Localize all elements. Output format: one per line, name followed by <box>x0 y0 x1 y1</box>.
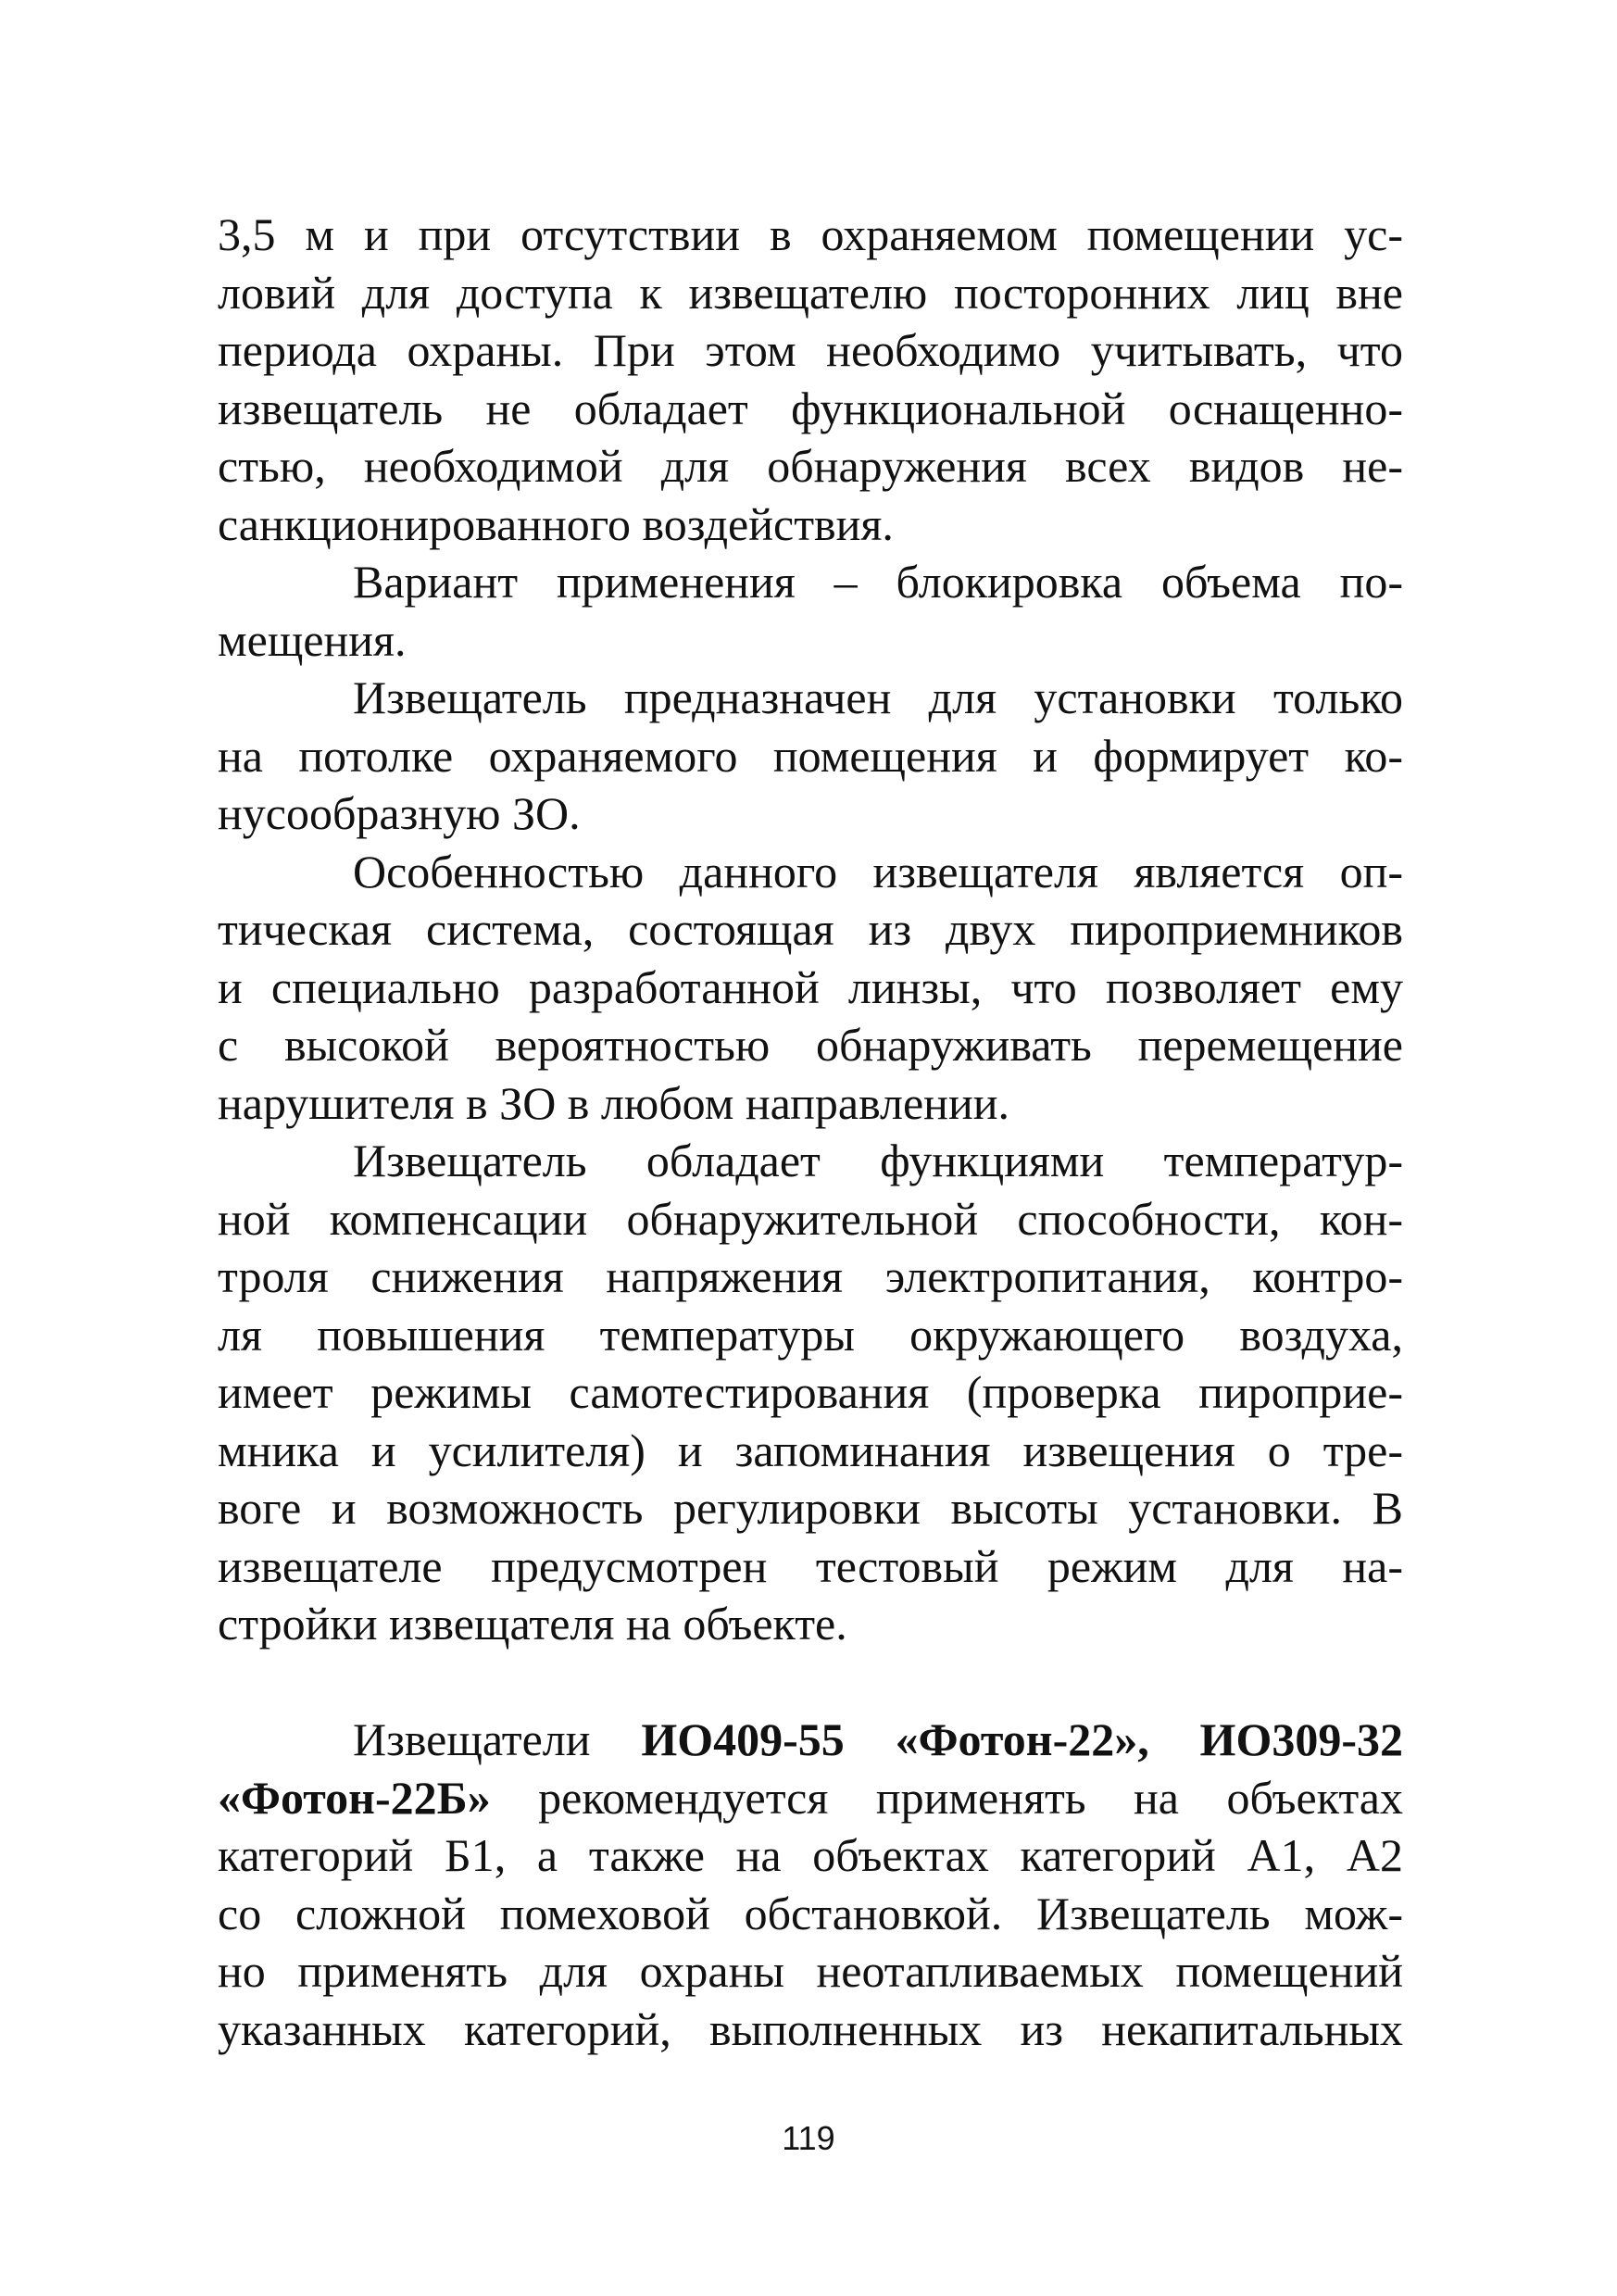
text-line: указанных категорий, выполненных из некапитальных <box>218 2002 1403 2055</box>
text-line: Вариант применения – блокировка объема по- <box>353 556 1403 608</box>
text-line: извещатель не обладает функциональной оснащенно- <box>218 382 1403 434</box>
product-name: ИО409-55 «Фотон-22», ИО309-32 <box>641 1713 1403 1765</box>
text-line <box>218 1711 1403 1769</box>
text-line: мника и усилителя) и запоминания извещения о тре- <box>218 1424 1403 1476</box>
text-line: ной компенсации обнаружительной способности, кон- <box>218 1192 1403 1245</box>
text-line: санкционированного воздействия. <box>218 497 894 550</box>
text-line: периода охраны. При этом необходимо учитывать, что <box>218 324 1403 376</box>
page-number: 119 <box>782 2119 835 2157</box>
text-line: нусообразную ЗО. <box>218 787 581 839</box>
text-line: Извещатель предназначен для установки только <box>353 671 1403 723</box>
text-run: Извещатели <box>353 1713 642 1765</box>
text-line: со сложной помеховой обстановкой. Извещатель мож- <box>218 1887 1403 1939</box>
text-line: извещателе предусмотрен тестовый режим для на- <box>218 1539 1403 1592</box>
text-line: ля повышения температуры окружающего воздуха, <box>218 1308 1403 1361</box>
text-line: мещения. <box>218 613 407 666</box>
text-line: имеет режимы самотестирования (проверка пироприе- <box>218 1366 1403 1418</box>
text-line: стройки извещателя на объекте. <box>218 1598 847 1650</box>
text-line: категорий Б1, а также на объектах категорий А1, А2 <box>218 1829 1403 1881</box>
text-line: ловий для доступа к извещателю посторонних лиц вне <box>218 266 1403 319</box>
product-name: «Фотон-22Б» <box>218 1771 491 1824</box>
paragraph-gap <box>218 1653 1403 1712</box>
text-line: и специально разработанной линзы, что позволяет ему <box>218 960 1403 1013</box>
text-line: на потолке охраняемого помещения и формирует ко- <box>218 729 1403 782</box>
text-line: Извещатель обладает функциями температур- <box>353 1135 1403 1186</box>
text-line: воге и возможность регулировки высоты установки. В <box>218 1482 1403 1534</box>
text-run: рекомендуется применять на объектах <box>490 1771 1403 1824</box>
text-line: с высокой вероятностью обнаруживать перемещение <box>218 1019 1403 1071</box>
text-line: 3,5 м и при отсутствии в охраняемом помещении ус- <box>218 208 1403 260</box>
body-text <box>218 206 1403 2058</box>
text-line: стью, необходимой для обнаружения всех видов не- <box>218 440 1403 492</box>
text-line <box>218 1769 1403 1827</box>
text-line: тическая система, состоящая из двух пироприемников <box>218 903 1403 955</box>
text-line: Особенностью данного извещателя является оп- <box>353 845 1403 897</box>
text-line: нарушителя в ЗО в любом направлении. <box>218 1076 1009 1129</box>
text-line: троля снижения напряжения электропитания, контро- <box>218 1250 1403 1302</box>
text-line: но применять для охраны неотапливаемых помещений <box>218 1945 1403 1997</box>
